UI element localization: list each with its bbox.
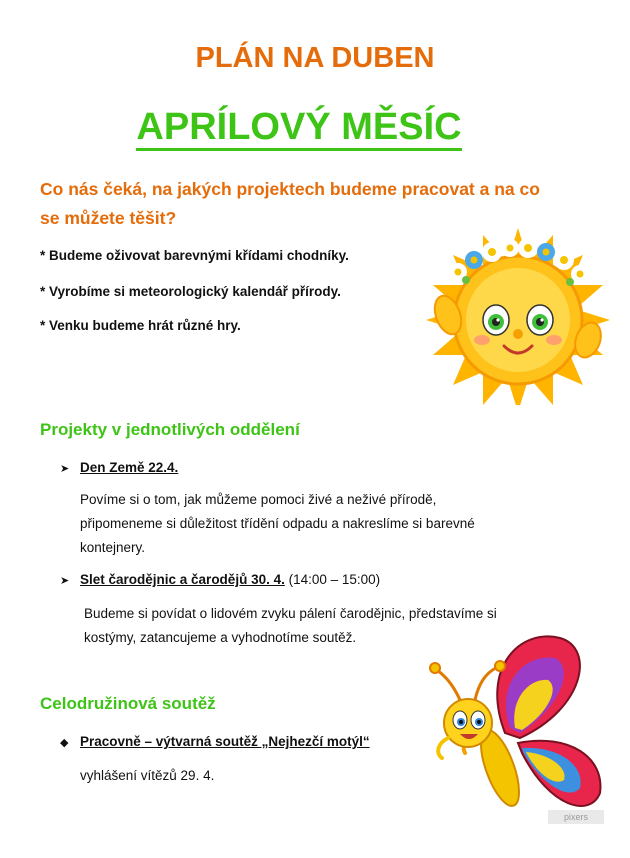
bullet-item: * Vyrobíme si meteorologický kalendář přírody.	[40, 284, 341, 299]
page-subtitle: APRÍLOVÝ MĚSÍC	[0, 106, 598, 149]
intro-heading: Co nás čeká, na jakých projektech budeme pracovat a na co se můžete těšit?	[40, 179, 540, 228]
project-description: Budeme si povídat o lidovém zvyku pálení čarodějnic, představíme si kostýmy, zatancujeme a vyhodnotíme soutěž.	[84, 606, 497, 645]
bullet-item: * Budeme oživovat barevnými křídami chodníky.	[40, 248, 349, 263]
project-description: Povíme si o tom, jak můžeme pomoci živé a neživé přírodě, připomeneme si důležitost třídění odpadu a nakreslíme si barevné kontejnery.	[80, 492, 475, 555]
arrow-bullet-icon: ➤	[60, 575, 70, 587]
sun-illustration	[423, 220, 618, 405]
contest-item: ◆ Pracovně – výtvarná soutěž „Nejhezčí motýl“	[60, 734, 370, 749]
project-item-den-zeme: ➤ Den Země 22.4.	[60, 460, 179, 475]
butterfly-illustration	[410, 628, 610, 828]
bullet-item: * Venku budeme hrát různé hry.	[40, 318, 241, 333]
contest-announcement: vyhlášení vítězů 29. 4.	[80, 768, 215, 783]
contest-heading: Celodružinová soutěž	[40, 694, 216, 713]
diamond-bullet-icon: ◆	[60, 737, 69, 749]
projects-heading: Projekty v jednotlivých oddělení	[40, 420, 300, 439]
arrow-bullet-icon: ➤	[60, 463, 70, 475]
project-item-slet-carodejnic: ➤ Slet čarodějnic a čarodějů 30. 4. (14:00 – 15:00)	[60, 572, 381, 587]
watermark-label: pixers	[548, 810, 604, 824]
page-title: PLÁN NA DUBEN	[195, 42, 435, 74]
